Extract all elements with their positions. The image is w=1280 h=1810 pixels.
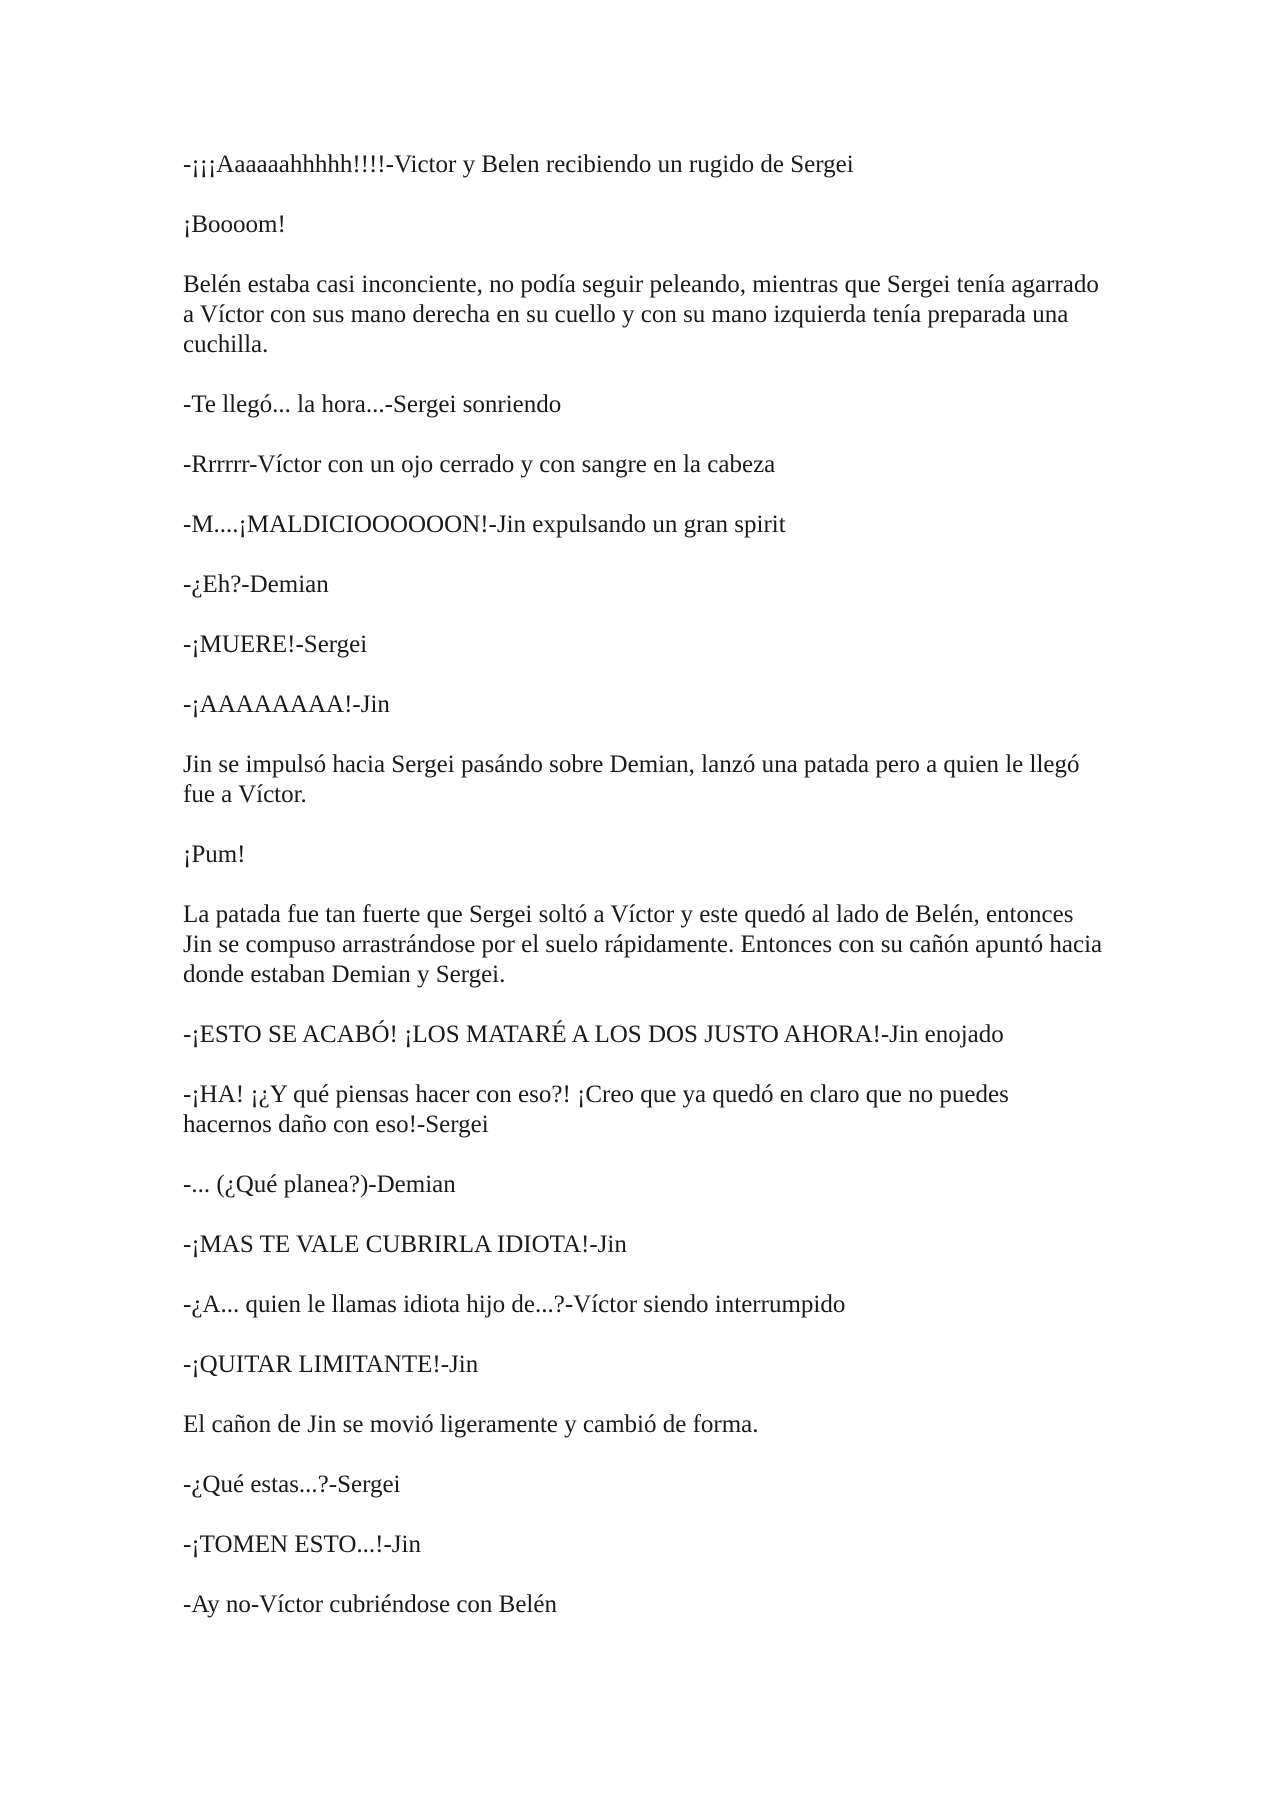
paragraph: -¡¡¡Aaaaaahhhhh!!!!-Victor y Belen recibiendo un rugido de Sergei (183, 151, 854, 178)
paragraph: -¡ESTO SE ACABÓ! ¡LOS MATARÉ A LOS DOS JUSTO AHORA!-Jin enojado (183, 1021, 1004, 1048)
paragraph: -Te llegó... la hora...-Sergei sonriendo (183, 391, 562, 418)
paragraph: -¡QUITAR LIMITANTE!-Jin (183, 1351, 479, 1378)
paragraph: -¡AAAAAAAA!-Jin (183, 691, 390, 718)
paragraph: ¡Boooom! (183, 211, 286, 238)
paragraph: -¡TOMEN ESTO...!-Jin (183, 1531, 421, 1558)
paragraph: -... (¿Qué planea?)-Demian (183, 1171, 456, 1198)
paragraph: -¡MUERE!-Sergei (183, 631, 368, 658)
paragraph: Belén estaba casi inconciente, no podía seguir peleando, mientras que Sergei tenía agarrado a Víctor con sus mano derecha en su cuello y con su mano izquierda tenía preparada una cuchilla. (183, 271, 1099, 358)
paragraph: -Rrrrrr-Víctor con un ojo cerrado y con sangre en la cabeza (183, 451, 776, 478)
paragraph: ¡Pum! (183, 841, 246, 868)
paragraph: -¿A... quien le llamas idiota hijo de...?-Víctor siendo interrumpido (183, 1291, 846, 1318)
paragraph: -Ay no-Víctor cubriéndose con Belén (183, 1591, 557, 1618)
paragraph: Jin se impulsó hacia Sergei pasándo sobre Demian, lanzó una patada pero a quien le llegó fue a Víctor. (183, 751, 1080, 808)
paragraph: -¿Eh?-Demian (183, 571, 329, 598)
paragraph: -M....¡MALDICIOOOOOON!-Jin expulsando un gran spirit (183, 511, 786, 538)
paragraph: La patada fue tan fuerte que Sergei soltó a Víctor y este quedó al lado de Belén, entonces Jin se compuso arrastrándose por el suelo rápidamente. Entonces con su cañón apuntó hacia donde estaban Demian y Sergei. (183, 901, 1103, 988)
paragraph: -¡MAS TE VALE CUBRIRLA IDIOTA!-Jin (183, 1231, 627, 1258)
paragraph: -¿Qué estas...?-Sergei (183, 1471, 401, 1498)
paragraph: El cañon de Jin se movió ligeramente y cambió de forma. (183, 1411, 759, 1438)
paragraph: -¡HA! ¡¿Y qué piensas hacer con eso?! ¡Creo que ya quedó en claro que no puedes hacernos daño con eso!-Sergei (183, 1081, 1009, 1138)
document-body (183, 150, 1103, 1650)
